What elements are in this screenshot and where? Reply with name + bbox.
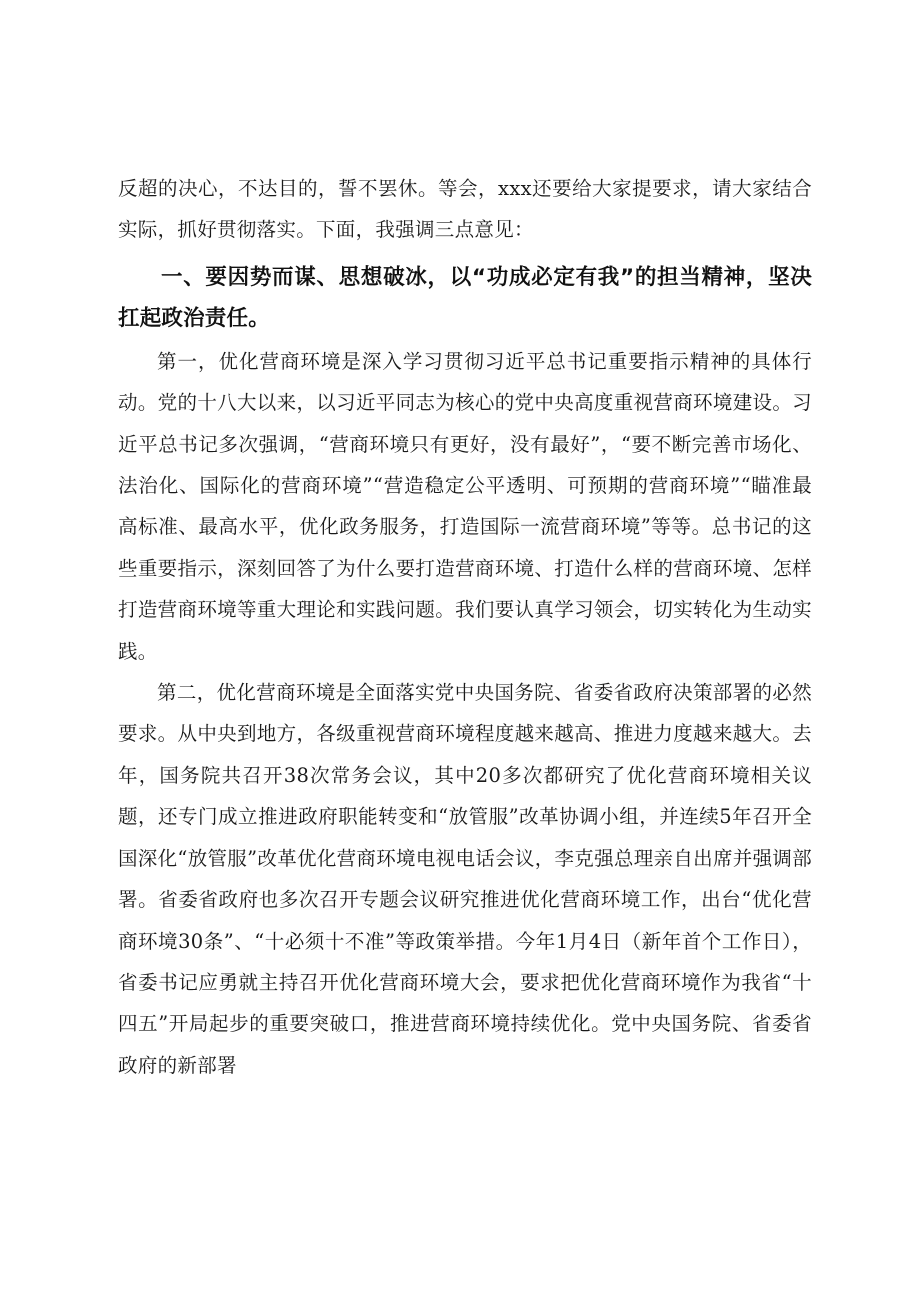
document-body [118, 168, 812, 1086]
paragraph-continuation: 反超的决心，不达目的，誓不罢休。等会，xxx还要给大家提要求，请大家结合实际，抓好贯彻落实。下面，我强调三点意见： [118, 177, 812, 242]
paragraph-second-point: 第二，优化营商环境是全面落实党中央国务院、省委省政府决策部署的必然要求。从中央到地方，各级重视营商环境程度越来越高、推进力度越来越大。去年，国务院共召开38次常务会议，其中20多次都研究了优化营商环境相关议题，还专门成立推进政府职能转变和“放管服”改革协调小组，并连续5年召开全国深化“放管服”改革优化营商环境电视电话会议，李克强总理亲自出席并强调部署。省委省政府也多次召开专题会议研究推进优化营商环境工作，出台“优化营商环境30条”、“十必须十不准”等政策举措。今年1月4日（新年首个工作日），省委书记应勇就主持召开优化营商环境大会，要求把优化营商环境作为我省“十四五”开局起步的重要突破口，推进营商环境持续优化。党中央国务院、省委省政府的新部署 [118, 681, 812, 1077]
paragraph-first-point: 第一，优化营商环境是深入学习贯彻习近平总书记重要指示精神的具体行动。党的十八大以来，以习近平同志为核心的党中央高度重视营商环境建设。习近平总书记多次强调，“营商环境只有更好，没有最好”，“要不断完善市场化、法治化、国际化的营商环境”“营造稳定公平透明、可预期的营商环境”“瞄准最高标准、最高水平，优化政务服务，打造国际一流营商环境”等等。总书记的这些重要指示，深刻回答了为什么要打造营商环境、打造什么样的营商环境、怎样打造营商环境等重大理论和实践问题。我们要认真学习领会，切实转化为生动实践。 [118, 349, 812, 663]
section-heading: 一、要因势而谋、思想破冰，以“功成必定有我”的担当精神，坚决扛起政治责任。 [118, 264, 812, 331]
